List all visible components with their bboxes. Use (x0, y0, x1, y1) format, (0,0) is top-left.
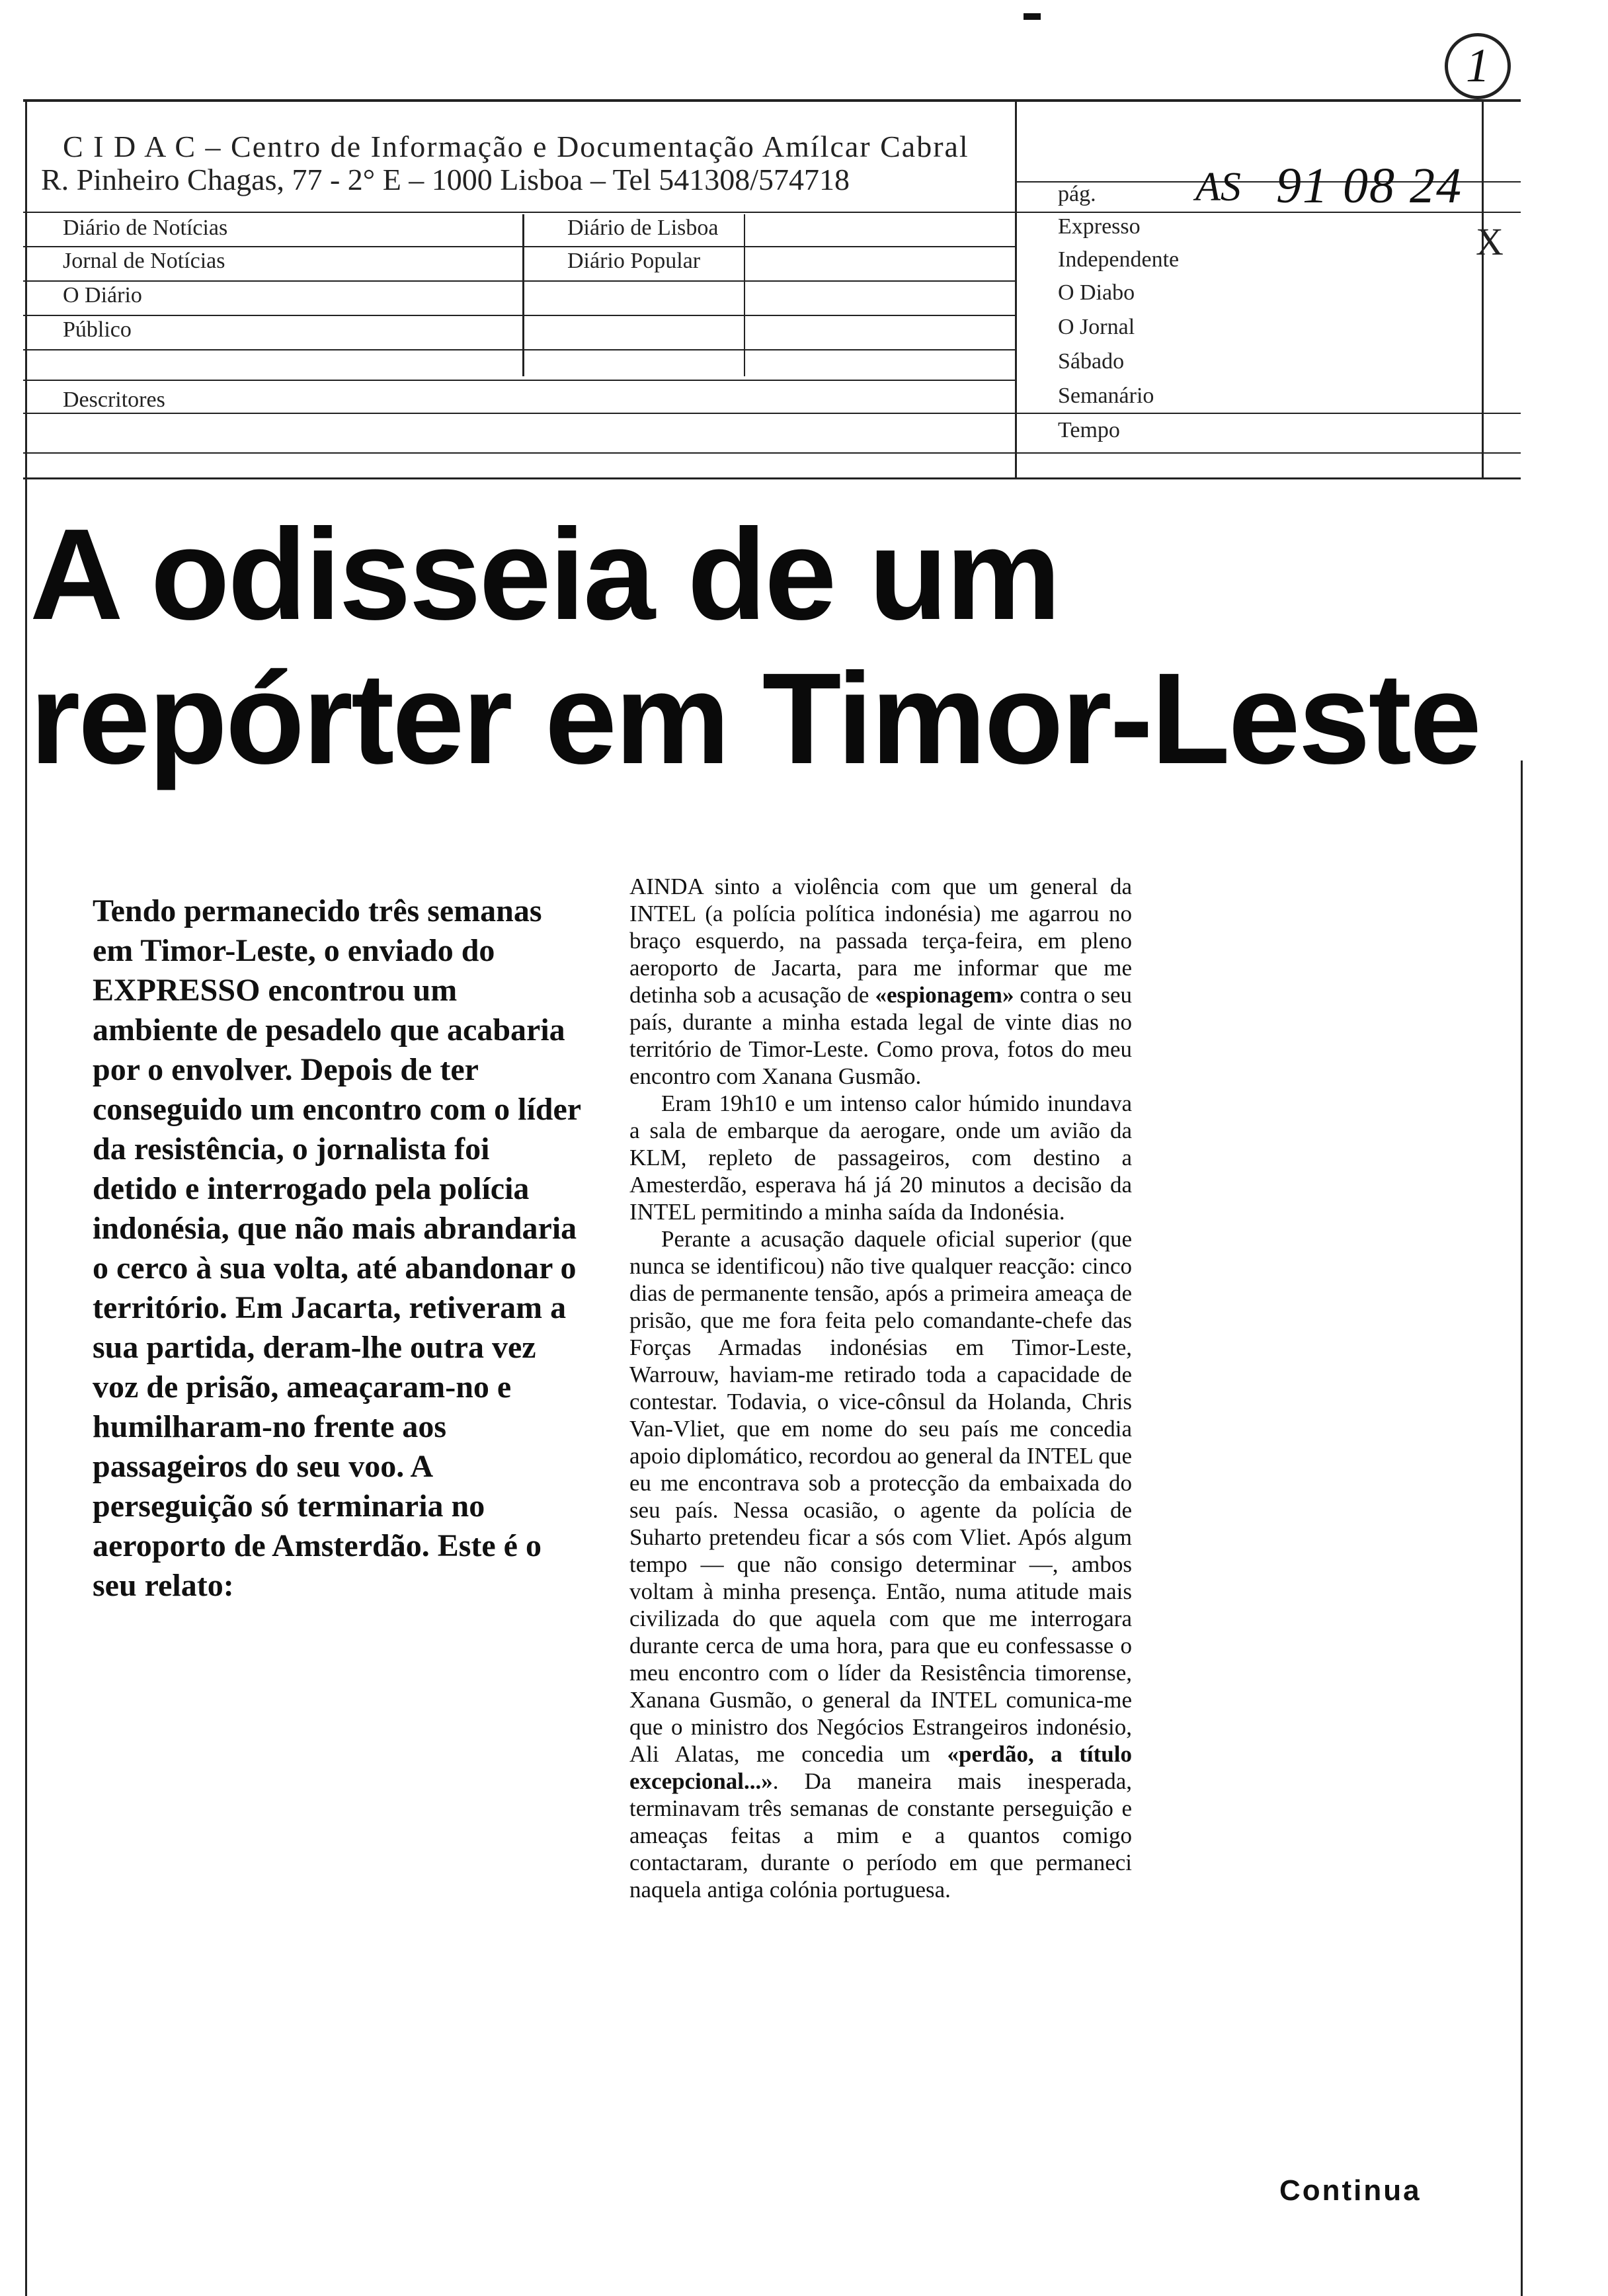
source-o-diario: O Diário (63, 283, 142, 308)
article-lead (93, 891, 582, 1606)
source-o-diabo: O Diabo (1058, 280, 1135, 305)
continua-note: Continua (1279, 2174, 1422, 2207)
lead-text: Tendo permanecido três semanas em Timor-Leste, o enviado do EXPRESSO encontrou um ambiente de pesadelo que acabaria por o envolver. Depois de ter conseguido um encontro com o líder da resistência, o jornalista foi detido e interrogado pela polícia indonésia, que não mais abrandaria o cerco à sua volta, até abandonar o território. Em Jacarta, retiveram a sua partida, deram-lhe outra vez voz de prisão, ameaçaram-no e humilharam-no frente aos passageiros do seu voo. A perseguição só terminaria no aeroporto de Amsterdão. Este é o seu relato: (93, 893, 581, 1603)
selected-source-mark: X (1476, 220, 1504, 263)
form-rule (23, 315, 1015, 316)
p3-emphasis: «perdão, a título excepcional...» (629, 1741, 1132, 1794)
source-tempo: Tempo (1058, 418, 1120, 442)
form-rule (23, 349, 1015, 350)
article-paragraph-3 (629, 1225, 1132, 1903)
source-diario-de-noticias: Diário de Notícias (63, 216, 228, 240)
p3-text-cont: . Da maneira mais inesperada, terminavam três semanas de constante perseguição e ameaças feitas a mim e a quantos comigo contactaram, durante o período em que permaneci naquela antiga colónia portuguesa. (629, 1768, 1132, 1903)
descritores-label: Descritores (63, 388, 165, 412)
form-rule (23, 380, 1015, 381)
source-diario-de-lisboa: Diário de Lisboa (567, 216, 719, 240)
form-rule (23, 413, 1521, 414)
article-paragraph-1 (629, 873, 1132, 1090)
form-divider (1482, 102, 1484, 477)
source-independente: Independente (1058, 247, 1180, 272)
scan-edge-right (1521, 760, 1523, 2296)
form-divider (1015, 102, 1017, 477)
p1-text-cont: contra o seu país, durante a minha estada legal de vinte dias no território de Timor-Leste. Como prova, fotos do meu encontro com Xanana Gusmão. (629, 982, 1132, 1089)
form-rule (23, 452, 1521, 454)
p3-text: Perante a acusação daquele oficial superior (que nunca se identificou) não tive qualquer reacção: cinco dias de permanente tensão, após a primeira ameaça de prisão, que me fora feita pelo comandante-chefe das Forças Armadas indonésias em Timor-Leste, Warrouw, haviam-me retirado toda a capacidade de contestar. Todavia, o vice-cônsul da Holanda, Chris Van-Vliet, que em nome do seu país me concedia apoio diplomático, recordou ao general da INTEL que eu me encontrava sob a protecção da embaixada do seu país. Nessa ocasião, o agente da polícia de Suharto pretendeu ficar a sós com Vliet. Após algum tempo — que não consigo determinar —, ambos voltam à minha presença. Então, numa atitude mais civilizada do que aquela com que me interrogara durante cerca de uma hora, para que eu confessasse o meu encontro com o líder da Resistência timorense, Xanana Gusmão, o general da INTEL comunica-me que o ministro dos Negócios Estrangeiros indonésio, Ali Alatas, me concedia um (629, 1226, 1132, 1767)
page-number-mark: 1 (1445, 33, 1511, 99)
scan-speck (1024, 13, 1041, 20)
headline-line-1: A odisseia de um (30, 502, 1059, 647)
article-headline (30, 503, 1511, 791)
pag-ref: AS (1195, 165, 1241, 210)
scan-edge-left (25, 99, 27, 2296)
form-rule (23, 280, 1015, 282)
p1-text: AINDA sinto a violência com que um general da INTEL (a polícia política indonésia) me agarrou no braço esquerdo, na passada terça-feira, em pleno aeroporto de Jacarta, para me informar que me detinha sob a acusação de (629, 874, 1132, 1008)
source-publico: Público (63, 317, 132, 342)
source-expresso: Expresso (1058, 214, 1141, 239)
article-paragraph-2: Eram 19h10 e um intenso calor húmido inundava a sala de embarque da aerogare, onde um avião da KLM, repleto de passageiros, com destino a Amesterdão, esperava há já 20 minutos a decisão da INTEL permitindo a minha saída da Indonésia. (629, 1090, 1132, 1225)
headline-line-2: repórter em Timor-Leste (30, 646, 1480, 791)
source-o-jornal: O Jornal (1058, 315, 1135, 339)
p1-emphasis: «espionagem» (875, 982, 1014, 1008)
source-sabado: Sábado (1058, 349, 1125, 374)
form-divider (522, 214, 524, 376)
address-line: R. Pinheiro Chagas, 77 - 2° E – 1000 Lisboa – Tel 541308/574718 (41, 163, 850, 196)
source-jornal-de-noticias: Jornal de Notícias (63, 249, 225, 273)
form-rule (23, 246, 1015, 247)
org-line: C I D A C – Centro de Informação e Documentação Amílcar Cabral (63, 130, 969, 163)
form-divider (744, 214, 745, 376)
article-body (629, 873, 1132, 1903)
pag-date: 91 08 24 (1276, 158, 1463, 214)
pag-label: pág. (1058, 182, 1096, 206)
source-semanario: Semanário (1058, 384, 1154, 408)
source-diario-popular: Diário Popular (567, 249, 701, 273)
